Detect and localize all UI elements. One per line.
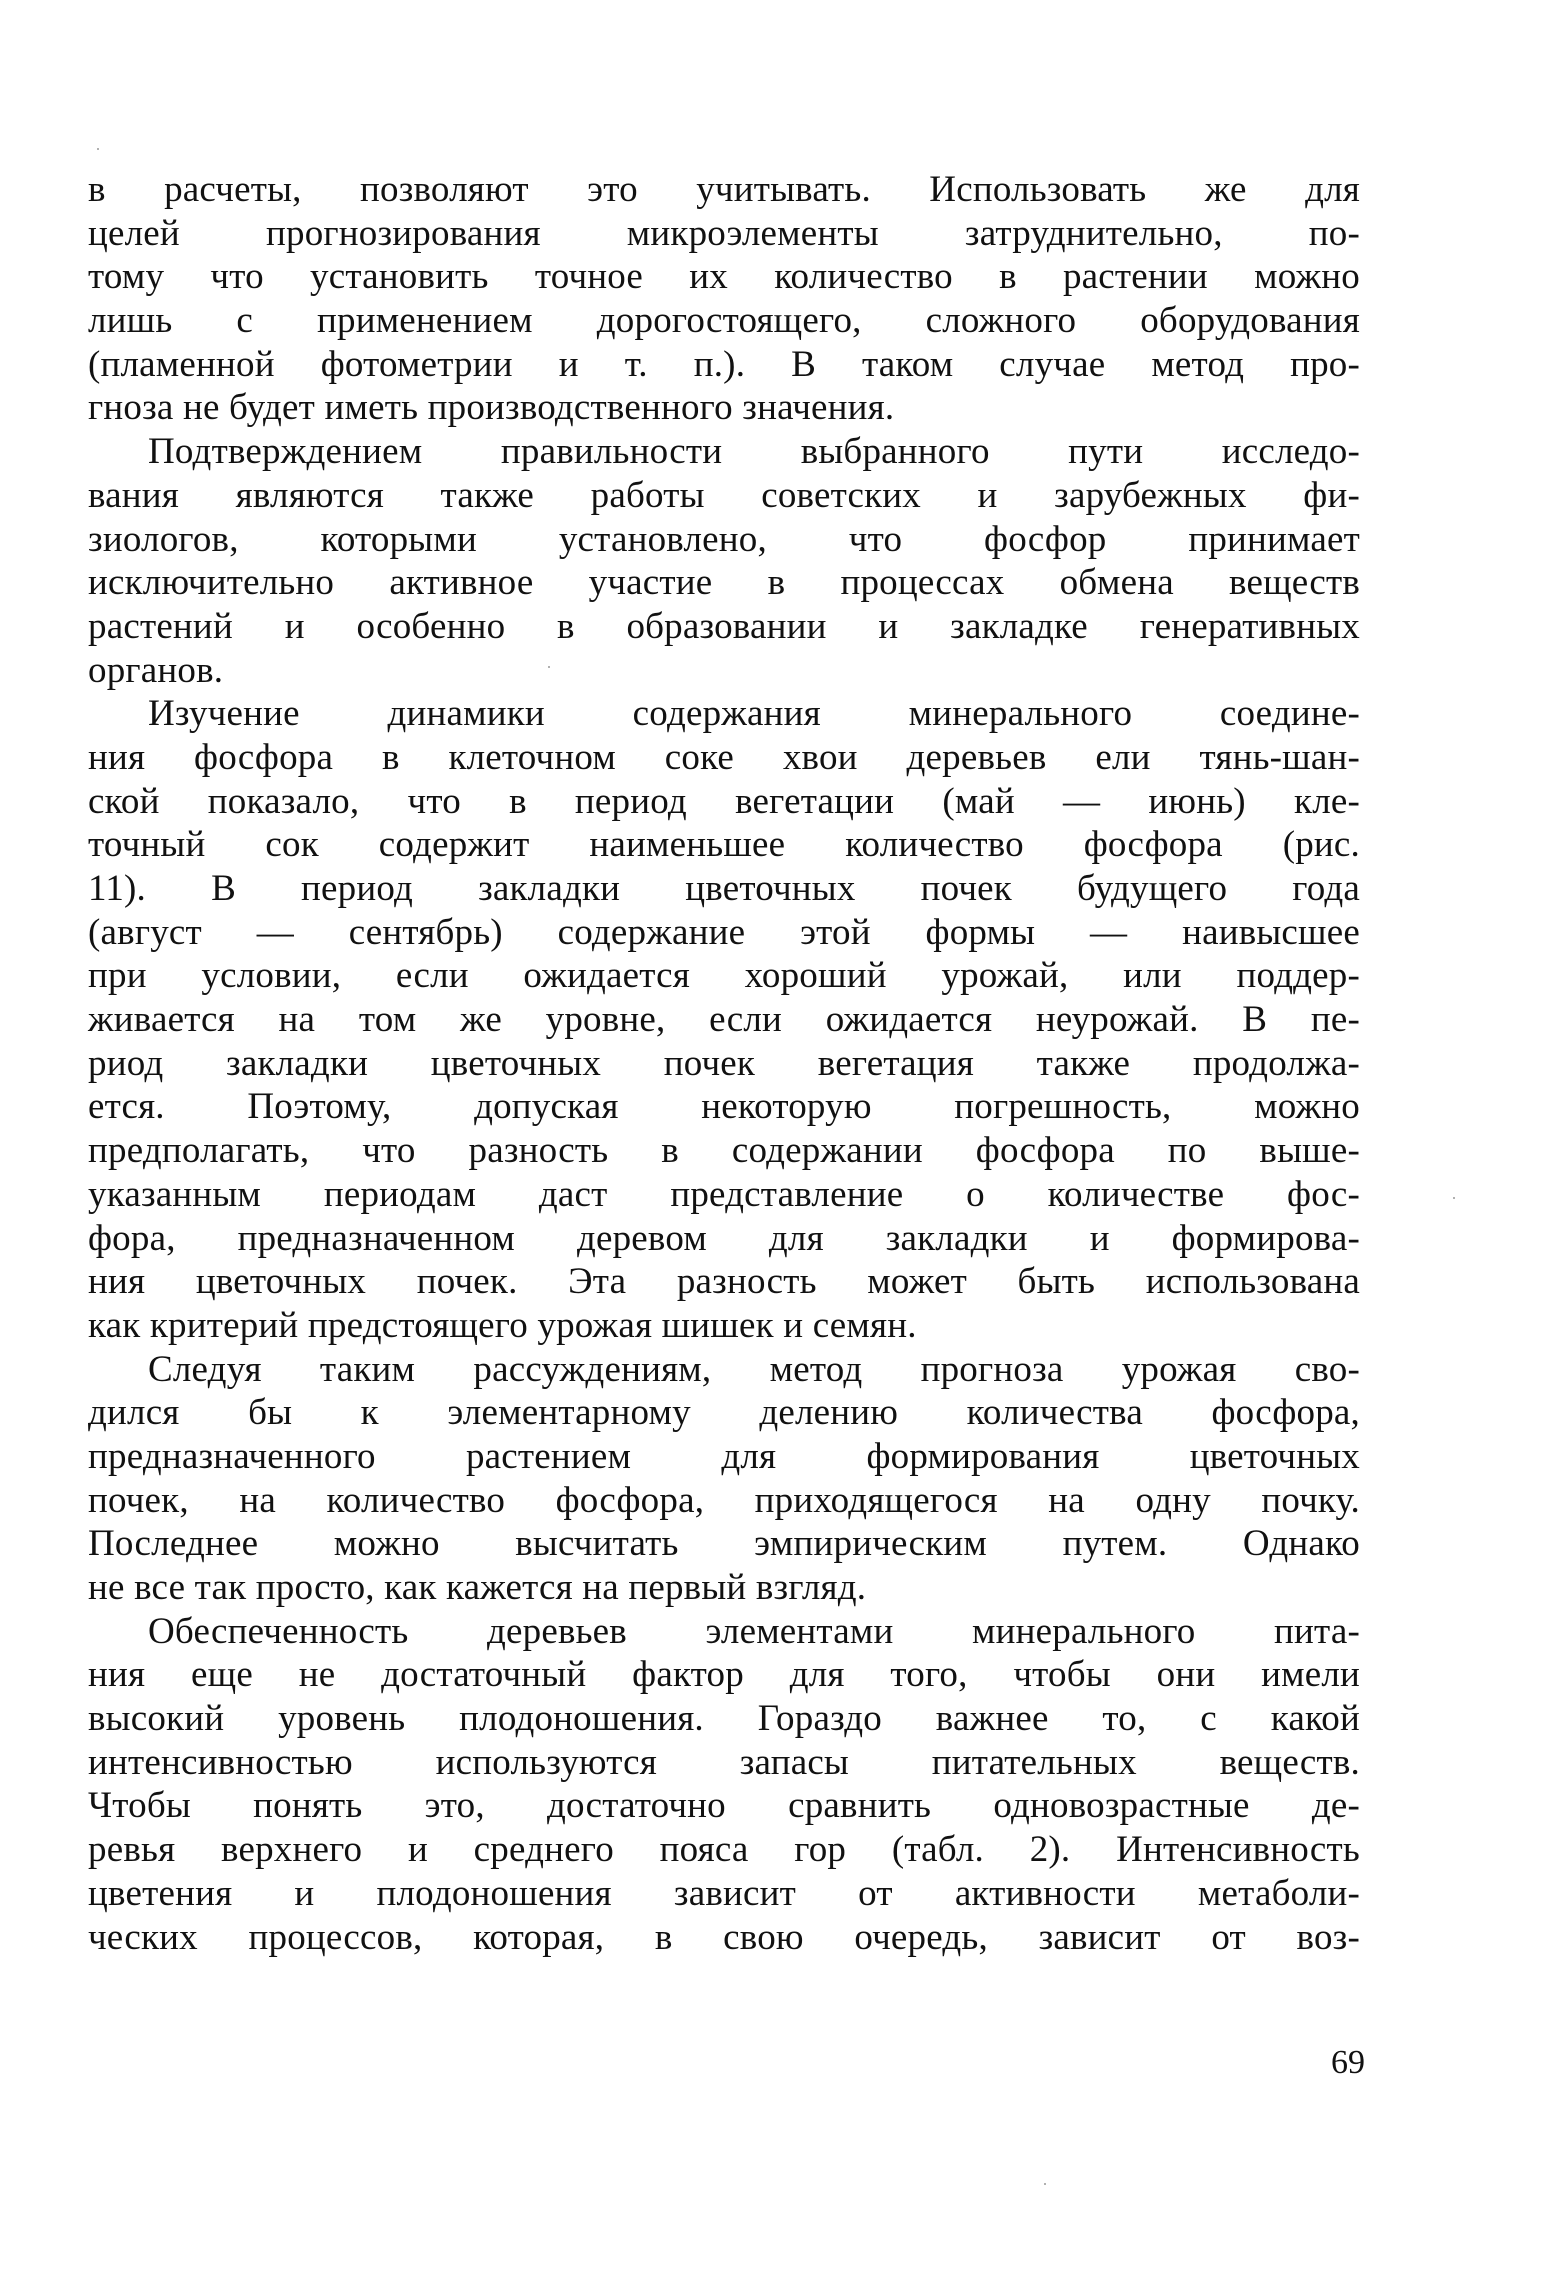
text-line: тому что установить точное их количество в растении можно bbox=[88, 256, 1360, 298]
text-line: ческих процессов, которая, в свою очередь, зависит от воз- bbox=[88, 1916, 1360, 1958]
text-line: Следуя таким рассуждениям, метод прогноза урожая сво- bbox=[148, 1348, 1360, 1390]
scan-speck bbox=[1453, 1197, 1455, 1199]
page-number: 69 bbox=[1331, 2044, 1365, 2081]
text-line: целей прогнозирования микроэлементы затруднительно, по- bbox=[88, 212, 1360, 254]
text-line: Подтверждением правильности выбранного пути исследо- bbox=[148, 431, 1360, 473]
page-body bbox=[88, 168, 1360, 1959]
scan-speck bbox=[548, 666, 550, 668]
paragraph-3 bbox=[88, 692, 1360, 1347]
text-line: зиологов, которыми установлено, что фосфор принимает bbox=[88, 518, 1360, 560]
text-line: Изучение динамики содержания минерального соедине- bbox=[148, 693, 1360, 735]
text-line: ревья верхнего и среднего пояса гор (табл. 2). Интенсивность bbox=[88, 1829, 1360, 1871]
text-line: точный сок содержит наименьшее количество фосфора (рис. bbox=[88, 824, 1360, 866]
text-line: не все так просто, как кажется на первый взгляд. bbox=[88, 1567, 867, 1608]
text-line: вания являются также работы советских и зарубежных фи- bbox=[88, 474, 1360, 516]
text-line: предназначенного растением для формирования цветочных bbox=[88, 1435, 1360, 1477]
text-line: при условии, если ожидается хороший урожай, или поддер- bbox=[88, 955, 1360, 997]
paragraph-2 bbox=[88, 430, 1360, 692]
text-line: ния еще не достаточный фактор для того, чтобы они имели bbox=[88, 1654, 1360, 1696]
text-line: Обеспеченность деревьев элементами минерального пита- bbox=[148, 1610, 1360, 1652]
text-line: предполагать, что разность в содержании фосфора по выше- bbox=[88, 1130, 1360, 1172]
text-line: указанным периодам даст представление о количестве фос- bbox=[88, 1173, 1360, 1215]
text-line: Чтобы понять это, достаточно сравнить одновозрастные де- bbox=[88, 1785, 1360, 1827]
text-line: дился бы к элементарному делению количества фосфора, bbox=[88, 1392, 1360, 1434]
text-line: ется. Поэтому, допуская некоторую погрешность, можно bbox=[88, 1086, 1360, 1128]
text-line: ния цветочных почек. Эта разность может быть использована bbox=[88, 1261, 1360, 1303]
text-line: (август — сентябрь) содержание этой формы — наивысшее bbox=[88, 911, 1360, 953]
paragraph-1 bbox=[88, 168, 1360, 430]
text-line: исключительно активное участие в процессах обмена веществ bbox=[88, 562, 1360, 604]
text-line: лишь с применением дорогостоящего, сложного оборудования bbox=[88, 300, 1360, 342]
paragraph-4 bbox=[88, 1348, 1360, 1610]
text-line: Последнее можно высчитать эмпирическим путем. Однако bbox=[88, 1523, 1360, 1565]
text-line: 11). В период закладки цветочных почек будущего года bbox=[88, 868, 1360, 909]
text-line: в расчеты, позволяют это учитывать. Использовать же для bbox=[88, 169, 1360, 210]
text-line: риод закладки цветочных почек вегетация также продолжа- bbox=[88, 1042, 1360, 1084]
scan-speck bbox=[97, 148, 99, 150]
scan-speck bbox=[1044, 2183, 1046, 2185]
text-line: как критерий предстоящего урожая шишек и семян. bbox=[88, 1304, 917, 1346]
text-line: растений и особенно в образовании и закладке генеративных bbox=[88, 605, 1360, 647]
text-line: ской показало, что в период вегетации (май — июнь) кле- bbox=[88, 780, 1360, 822]
text-line: (пламенной фотометрии и т. п.). В таком случае метод про- bbox=[88, 343, 1360, 385]
text-line: высокий уровень плодоношения. Гораздо важнее то, с какой bbox=[88, 1698, 1360, 1740]
text-line: цветения и плодоношения зависит от активности метаболи- bbox=[88, 1872, 1360, 1914]
text-line: ния фосфора в клеточном соке хвои деревьев ели тянь-шан- bbox=[88, 736, 1360, 778]
text-line: гноза не будет иметь производственного значения. bbox=[88, 387, 895, 429]
text-line: интенсивностью используются запасы питательных веществ. bbox=[88, 1741, 1360, 1783]
text-line: живается на том же уровне, если ожидается неурожай. В пе- bbox=[88, 999, 1360, 1041]
text-line: фора, предназначенном деревом для закладки и формирова- bbox=[88, 1217, 1360, 1259]
paragraph-5 bbox=[88, 1610, 1360, 1960]
text-line: органов. bbox=[88, 649, 224, 691]
text-line: почек, на количество фосфора, приходящегося на одну почку. bbox=[88, 1479, 1360, 1521]
